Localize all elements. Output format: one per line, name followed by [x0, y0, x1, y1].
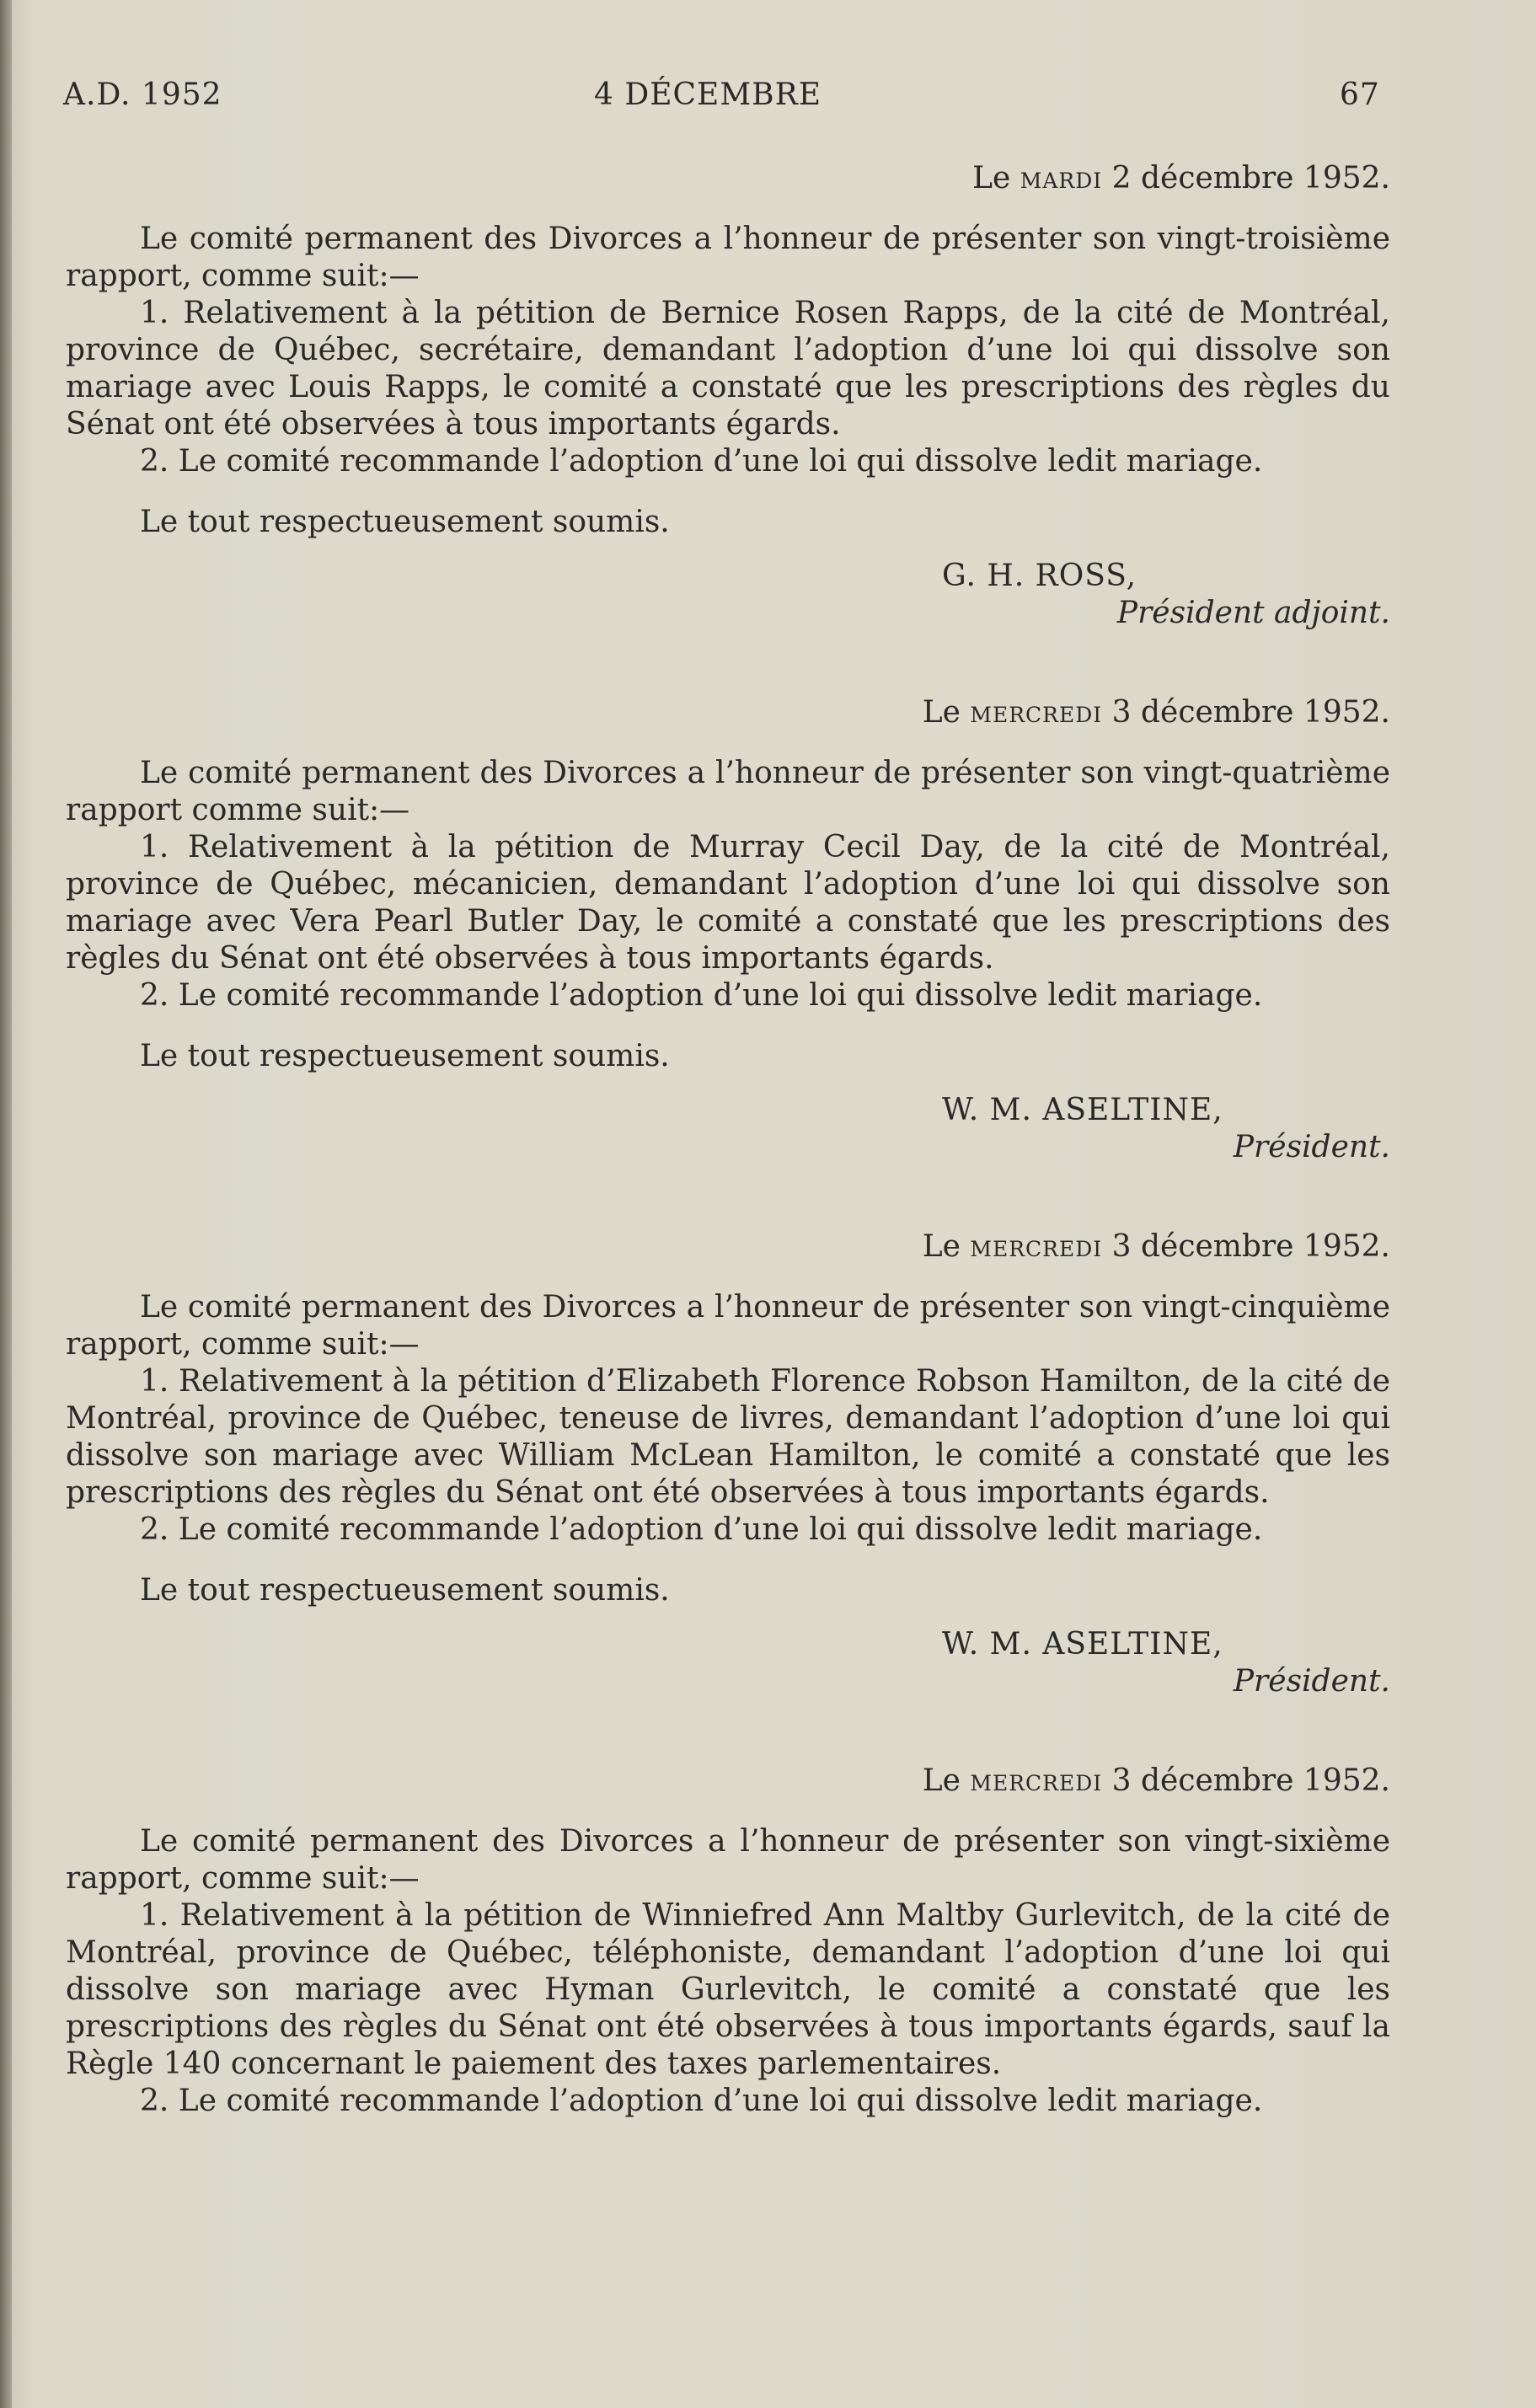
- dateline-day: mercredi: [970, 695, 1103, 730]
- dateline-prefix: Le: [922, 1229, 961, 1264]
- signatory-name: W. M. ASELTINE,: [942, 1627, 1223, 1662]
- book-spine-shadow: [0, 0, 12, 2408]
- signatory-title: Président.: [1233, 1130, 1390, 1164]
- report-dateline: [66, 1228, 1390, 1266]
- signatory-name: G. H. ROSS,: [942, 559, 1137, 593]
- report-item-1: 1. Relativement à la pétition de Bernice Rosen Rapps, de la cité de Montréal, province de Québec, secrétaire, demandant l’adoption d’une loi qui dissolve son mariage avec Louis Rapps, le comité a constaté que les prescriptions des règles du Sénat ont été observées à tous importants égards.: [66, 296, 1390, 441]
- dateline-prefix: Le: [922, 695, 961, 730]
- report-intro: Le comité permanent des Divorces a l’honneur de présenter son vingt-troisième rapport, comme suit:—: [66, 222, 1390, 293]
- dateline-day: mardi: [1020, 161, 1103, 195]
- report-item-2: 2. Le comité recommande l’adoption d’une loi qui dissolve ledit mariage.: [140, 2084, 1263, 2118]
- dateline-prefix: Le: [922, 1763, 961, 1798]
- report-dateline: [66, 1763, 1390, 1800]
- report-item-1: 1. Relativement à la pétition de Winniefred Ann Maltby Gurlevitch, de la cité de Montréal, province de Québec, téléphoniste, demandant l’adoption d’une loi qui dissolve son mariage avec Hyman Gurlevitch, le comité a constaté que les prescriptions des règles du Sénat ont été observées à tous importants égards, sauf la Règle 140 concernant le paiement des taxes parlementaires.: [66, 1898, 1390, 2081]
- signature-block: [942, 1626, 1390, 1700]
- signatory-title: Président.: [1233, 1664, 1390, 1699]
- report-dateline: [66, 694, 1390, 731]
- report-23: [66, 160, 1390, 632]
- report-intro: Le comité permanent des Divorces a l’honneur de présenter son vingt-cinquième rapport, comme suit:—: [66, 1290, 1390, 1362]
- report-intro: Le comité permanent des Divorces a l’honneur de présenter son vingt-sixième rapport, comme suit:—: [66, 1824, 1390, 1896]
- dateline-date: 2 décembre 1952.: [1111, 161, 1390, 195]
- report-item-1: 1. Relativement à la pétition d’Elizabeth Florence Robson Hamilton, de la cité de Montréal, province de Québec, teneuse de livres, demandant l’adoption d’une loi qui dissolve son mariage avec William McLean Hamilton, le comité a constaté que les prescriptions des règles du Sénat ont été observées à tous importants égards.: [66, 1364, 1390, 1510]
- report-dateline: [66, 160, 1390, 197]
- signature-block: [942, 1092, 1390, 1166]
- signatory-title: Président adjoint.: [1116, 596, 1390, 630]
- report-item-2: 2. Le comité recommande l’adoption d’une loi qui dissolve ledit mariage.: [140, 444, 1263, 479]
- dateline-date: 3 décembre 1952.: [1111, 1229, 1390, 1264]
- dateline-date: 3 décembre 1952.: [1111, 695, 1390, 730]
- report-intro: Le comité permanent des Divorces a l’honneur de présenter son vingt-quatrième rapport comme suit:—: [66, 756, 1390, 827]
- dateline-day: mercredi: [970, 1763, 1103, 1798]
- page-number: 67: [1340, 78, 1380, 112]
- page-body: [66, 160, 1390, 2182]
- report-item-2: 2. Le comité recommande l’adoption d’une loi qui dissolve ledit mariage.: [140, 1512, 1263, 1547]
- report-26: [66, 1763, 1390, 2120]
- report-closing: Le tout respectueusement soumis.: [140, 1039, 670, 1073]
- report-closing: Le tout respectueusement soumis.: [140, 505, 670, 539]
- signature-block: [942, 558, 1390, 632]
- report-24: [66, 694, 1390, 1166]
- report-item-1: 1. Relativement à la pétition de Murray Cecil Day, de la cité de Montréal, province de Québec, mécanicien, demandant l’adoption d’une loi qui dissolve son mariage avec Vera Pearl Butler Day, le comité a constaté que les prescriptions des règles du Sénat ont été observées à tous importants égards.: [66, 830, 1390, 976]
- dateline-prefix: Le: [972, 161, 1011, 195]
- report-closing: Le tout respectueusement soumis.: [140, 1573, 670, 1608]
- dateline-date: 3 décembre 1952.: [1111, 1763, 1390, 1798]
- header-date: 4 DÉCEMBRE: [594, 78, 822, 112]
- header-year: A.D. 1952: [63, 78, 222, 112]
- signatory-name: W. M. ASELTINE,: [942, 1093, 1223, 1127]
- dateline-day: mercredi: [970, 1229, 1103, 1264]
- report-25: [66, 1228, 1390, 1700]
- report-item-2: 2. Le comité recommande l’adoption d’une loi qui dissolve ledit mariage.: [140, 978, 1263, 1013]
